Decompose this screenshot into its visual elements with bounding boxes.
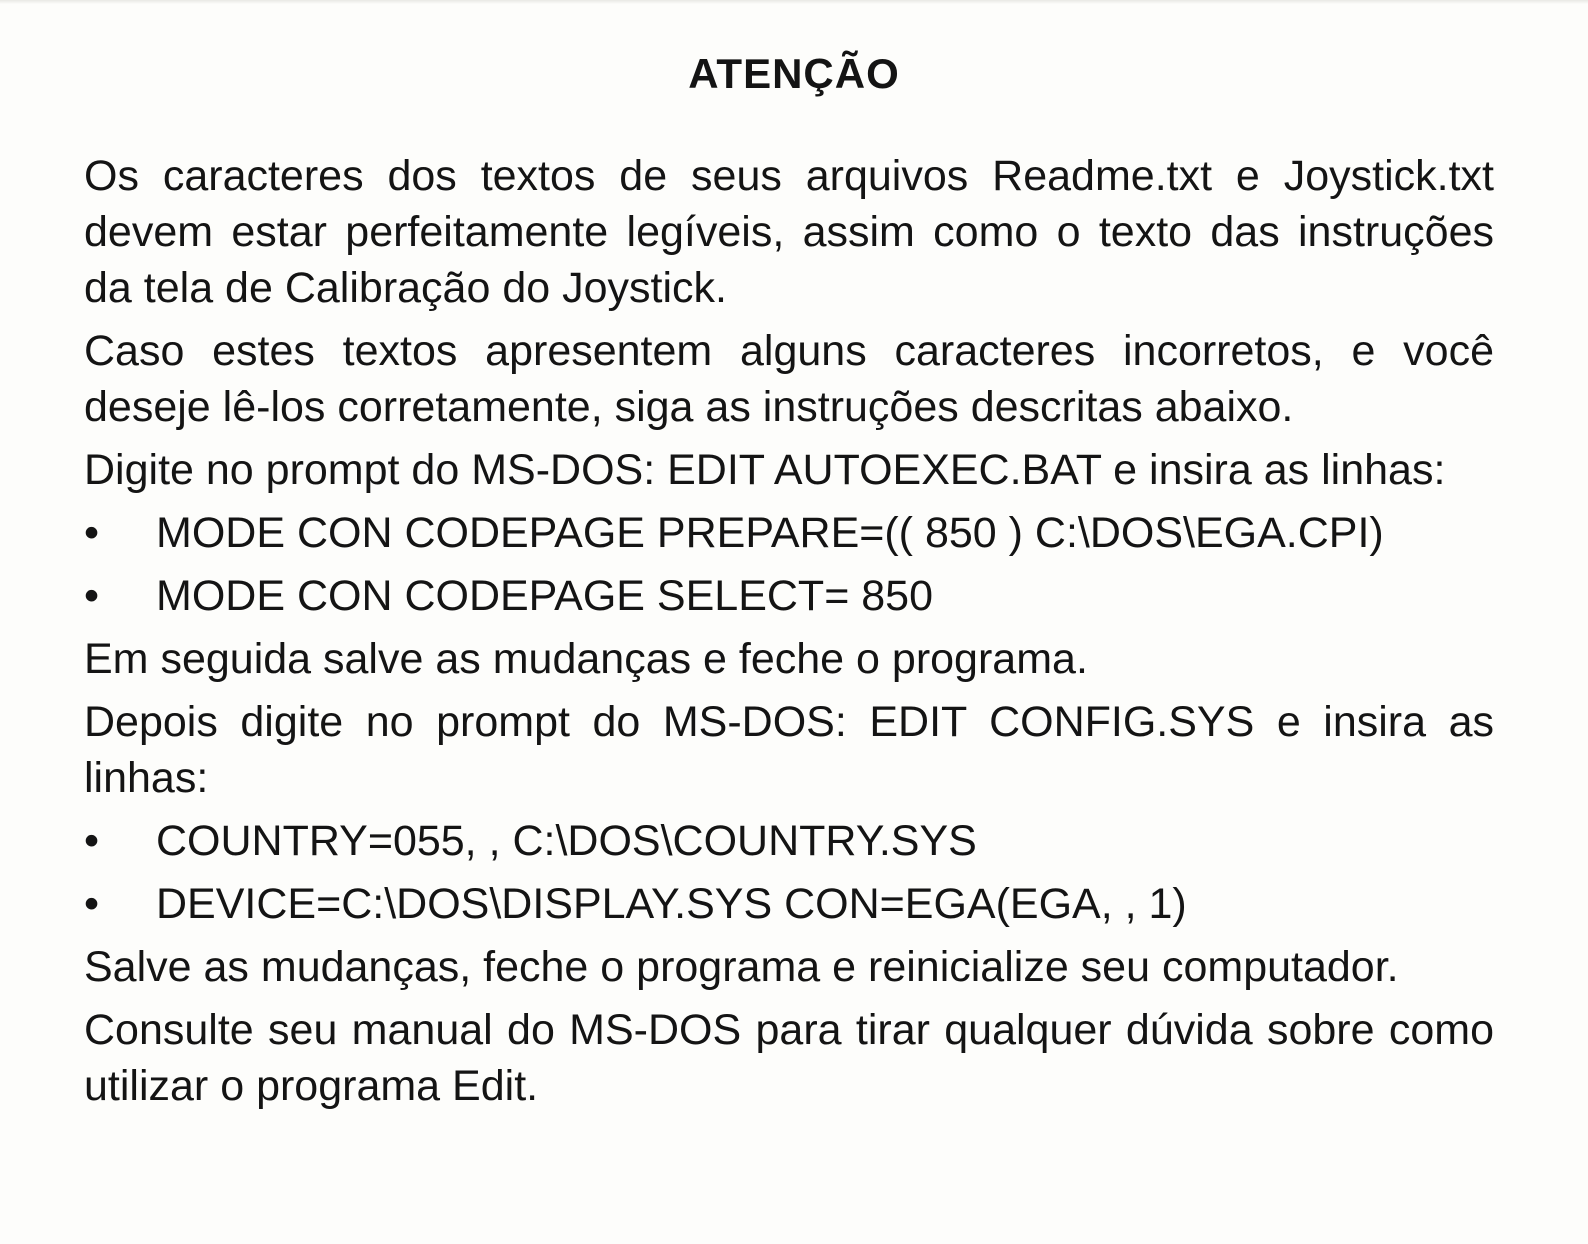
- list-item: [84, 813, 1494, 869]
- list-item: [84, 568, 1494, 624]
- paragraph-incorrect-chars: Caso estes textos apresentem alguns caracteres incorretos, e você deseje lê-los corretamente, siga as instruções descritas abaixo.: [84, 327, 1494, 431]
- bullet-icon: •: [84, 509, 100, 557]
- config-line: DEVICE=C:\DOS\DISPLAY.SYS CON=EGA(EGA, , 1): [156, 880, 1187, 928]
- bullet-icon: •: [84, 817, 100, 865]
- paragraph-consult-manual: Consulte seu manual do MS-DOS para tirar qualquer dúvida sobre como utilizar o programa Edit.: [84, 1006, 1494, 1110]
- autoexec-line: MODE CON CODEPAGE SELECT= 850: [156, 572, 934, 620]
- autoexec-line: MODE CON CODEPAGE PREPARE=(( 850 ) C:\DOS\EGA.CPI): [156, 509, 1384, 557]
- config-line: COUNTRY=055, , C:\DOS\COUNTRY.SYS: [156, 817, 977, 865]
- list-item: [84, 876, 1494, 932]
- paragraph-config-instruction: Depois digite no prompt do MS-DOS: EDIT CONFIG.SYS e insira as linhas:: [84, 698, 1494, 802]
- paragraph-autoexec-instruction: Digite no prompt do MS-DOS: EDIT AUTOEXEC.BAT e insira as linhas:: [84, 446, 1446, 494]
- paragraph-restart: Salve as mudanças, feche o programa e reinicialize seu computador.: [84, 943, 1399, 991]
- bullet-icon: •: [84, 572, 100, 620]
- bullet-icon: •: [84, 880, 100, 928]
- autoexec-lines-list: [84, 505, 1494, 624]
- document-body: [84, 148, 1494, 1121]
- page-title: ATENÇÃO: [688, 50, 900, 97]
- paragraph-intro: Os caracteres dos textos de seus arquivos Readme.txt e Joystick.txt devem estar perfeitamente legíveis, assim como o texto das instruções da tela de Calibração do Joystick.: [84, 152, 1494, 312]
- list-item: [84, 505, 1494, 561]
- paragraph-save-changes: Em seguida salve as mudanças e feche o programa.: [84, 635, 1088, 683]
- page-edge: [0, 0, 1588, 4]
- config-lines-list: [84, 813, 1494, 932]
